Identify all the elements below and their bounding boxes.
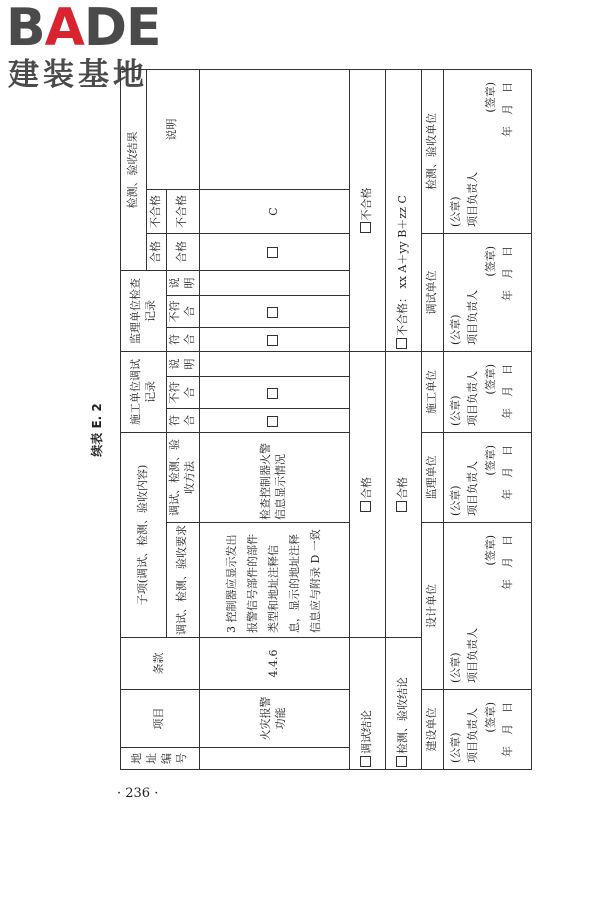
test-pass-box[interactable]: [396, 501, 407, 512]
item-cell: 火灾报警功能: [199, 690, 349, 748]
t-fail-mark: C: [199, 190, 349, 234]
header-clause: 条款: [121, 638, 200, 690]
test-conclusion: 检测、验收结论: [385, 638, 421, 770]
serial-cell: [199, 748, 349, 770]
debug-conclusion: 调试结论: [349, 638, 385, 770]
unit-construction: 施工单位: [421, 352, 443, 433]
c-nonconform-box[interactable]: [199, 377, 349, 409]
t-note-cell: [199, 69, 349, 189]
unit-testing: 检测、验收单位: [421, 69, 443, 233]
header-s-conform: 符合: [167, 328, 200, 352]
table-caption: 续表 E. 2: [90, 403, 104, 457]
header-sub-item: 子项(调试、检测、验收内容): [121, 433, 167, 638]
c-conform-box[interactable]: [199, 409, 349, 433]
method-cell: 检查控制器火警信息显示情况: [199, 433, 349, 523]
c-note-cell: [199, 352, 349, 377]
sign-design: (公章) 项目负责人 (签章) 年 月 日: [443, 523, 531, 690]
table-row: [199, 69, 349, 769]
s-note-cell: [199, 271, 349, 296]
sign-owner: (公章) 项目负责人 (签章) 年 月 日: [443, 690, 531, 770]
unit-owner: 建设单位: [421, 690, 443, 770]
logo-subtitle: 建装基地: [8, 57, 148, 93]
debug-pass: 合格: [349, 352, 385, 638]
header-t-pass: 合格: [167, 234, 200, 271]
test-pass: 合格: [385, 352, 421, 638]
clause-cell: 4.4.6: [199, 638, 349, 690]
unit-supervision: 监理单位: [421, 433, 443, 523]
unit-debug: 调试单位: [421, 234, 443, 352]
s-nonconform-box[interactable]: [199, 296, 349, 328]
header-construction: 施工单位调试记录: [121, 352, 167, 433]
header-testing-note: 说明: [147, 69, 200, 189]
header-method: 调试、检测、验收方法: [167, 433, 200, 523]
test-fail: 不合格： xx A＋yy B＋zz C: [385, 69, 421, 351]
debug-fail-box[interactable]: [360, 223, 371, 234]
header-supervision: 监理单位检查记录: [121, 271, 167, 352]
header-s-nonconform: 不符合: [167, 296, 200, 328]
acceptance-table: [120, 69, 532, 770]
header-c-nonconform: 不符合: [167, 377, 200, 409]
header-serial: 地址编号: [121, 748, 200, 770]
header-testing: 检测、验收结果: [121, 69, 147, 270]
sign-testing: (公章) 项目负责人 (签章) 年 月 日: [443, 69, 531, 233]
debug-conclusion-box[interactable]: [360, 756, 371, 767]
sign-construction: (公章) 项目负责人 (签章) 年 月 日: [443, 352, 531, 433]
t-pass-box[interactable]: [199, 234, 349, 271]
s-conform-box[interactable]: [199, 328, 349, 352]
sign-debug: (公章) 项目负责人 (签章) 年 月 日: [443, 234, 531, 352]
header-c-note: 说明: [167, 352, 200, 377]
header-item: 项目: [121, 690, 200, 748]
header-t-fail: 不合格: [167, 190, 200, 234]
unit-design: 设计单位: [421, 523, 443, 690]
rotated-table-page: [90, 81, 520, 770]
header-fail: 不合格: [147, 190, 167, 234]
header-req: 调试、检测、验收要求: [167, 523, 200, 638]
test-fail-box[interactable]: [396, 338, 407, 349]
header-pass: 合格: [147, 234, 167, 271]
test-conclusion-box[interactable]: [396, 756, 407, 767]
debug-fail: 不合格: [349, 69, 385, 351]
header-s-note: 说明: [167, 271, 200, 296]
sign-supervision: (公章) 项目负责人 (签章) 年 月 日: [443, 433, 531, 523]
debug-pass-box[interactable]: [360, 501, 371, 512]
header-c-conform: 符合: [167, 409, 200, 433]
req-cell: 3 控制器应显示发出报警信号部件的部件类型和地址注释信息，显示的地址注释信息应与附录 D 一致: [199, 523, 349, 638]
page-number: · 236 ·: [117, 786, 159, 801]
bade-logo: BADE: [6, 0, 161, 58]
